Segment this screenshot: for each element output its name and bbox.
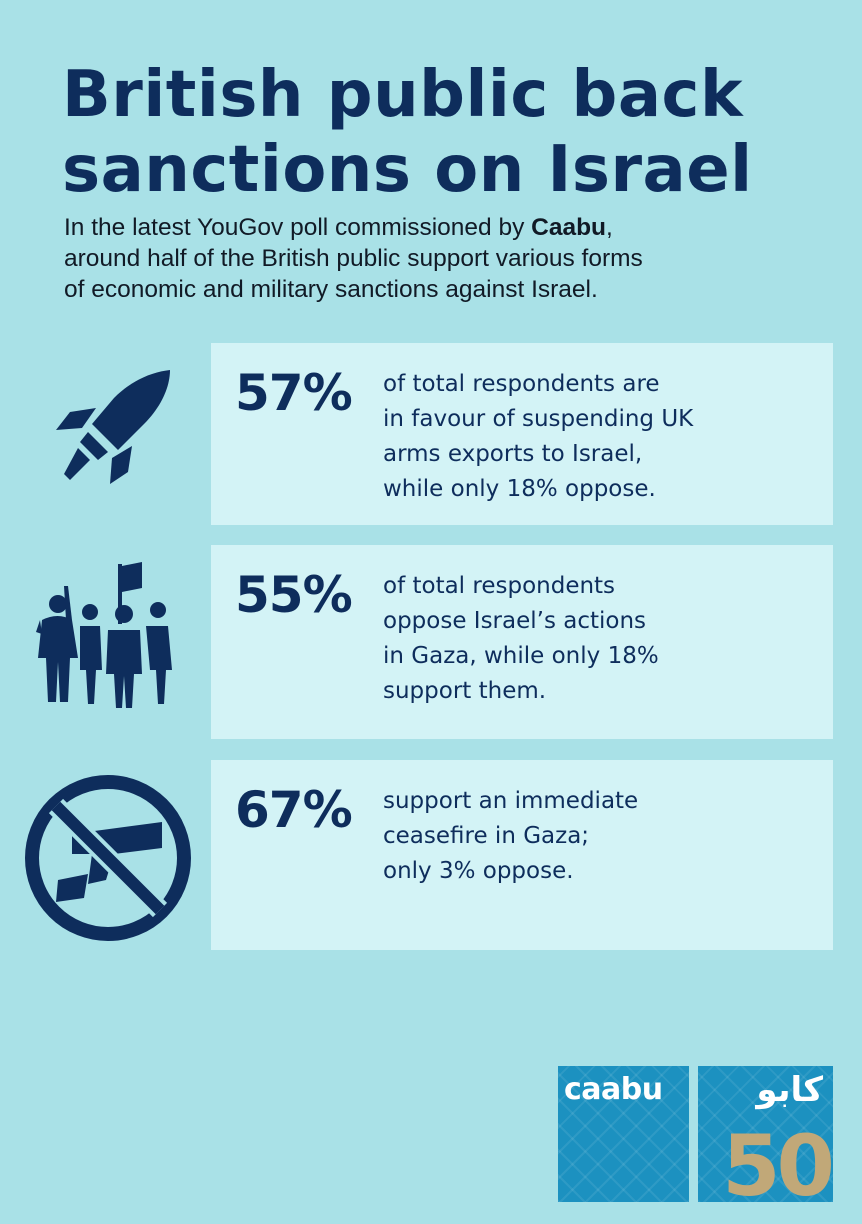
rocket-icon xyxy=(52,368,174,486)
page-title xyxy=(62,58,842,208)
protest-crowd-icon xyxy=(34,562,174,712)
caabu-logo xyxy=(558,1066,833,1215)
no-gun-icon xyxy=(22,772,194,944)
intro-line-2: around half of the British public support various forms xyxy=(64,245,643,272)
logo-arabic-tile xyxy=(698,1066,833,1215)
stat-card-arms-exports xyxy=(211,343,833,525)
stat-percent: 55% xyxy=(235,566,352,624)
logo-anniversary-number: 50 xyxy=(722,1117,831,1215)
intro-line-3: of economic and military sanctions against Israel. xyxy=(64,276,598,303)
stat-description: support an immediate ceasefire in Gaza; only 3% oppose. xyxy=(383,788,639,884)
stat-description: of total respondents are in favour of suspending UK arms exports to Israel, while only 18% oppose. xyxy=(383,371,694,502)
stat-percent: 57% xyxy=(235,364,352,422)
logo-english-tile xyxy=(558,1066,689,1202)
stat-percent: 67% xyxy=(235,781,352,839)
brand-name: Caabu xyxy=(531,214,607,241)
title-line-2: sanctions on Israel xyxy=(62,133,753,207)
stat-card-oppose-actions xyxy=(211,545,833,739)
stat-description: of total respondents oppose Israel’s actions in Gaza, while only 18% support them. xyxy=(383,573,659,704)
title-line-1: British public back xyxy=(62,58,744,132)
intro-paragraph xyxy=(64,212,834,305)
logo-arabic-text: كابو xyxy=(756,1070,823,1110)
logo-english-text: caabu xyxy=(564,1072,663,1107)
intro-line-1: In the latest YouGov poll commissioned by Caabu, xyxy=(64,214,613,241)
stat-card-ceasefire xyxy=(211,760,833,950)
